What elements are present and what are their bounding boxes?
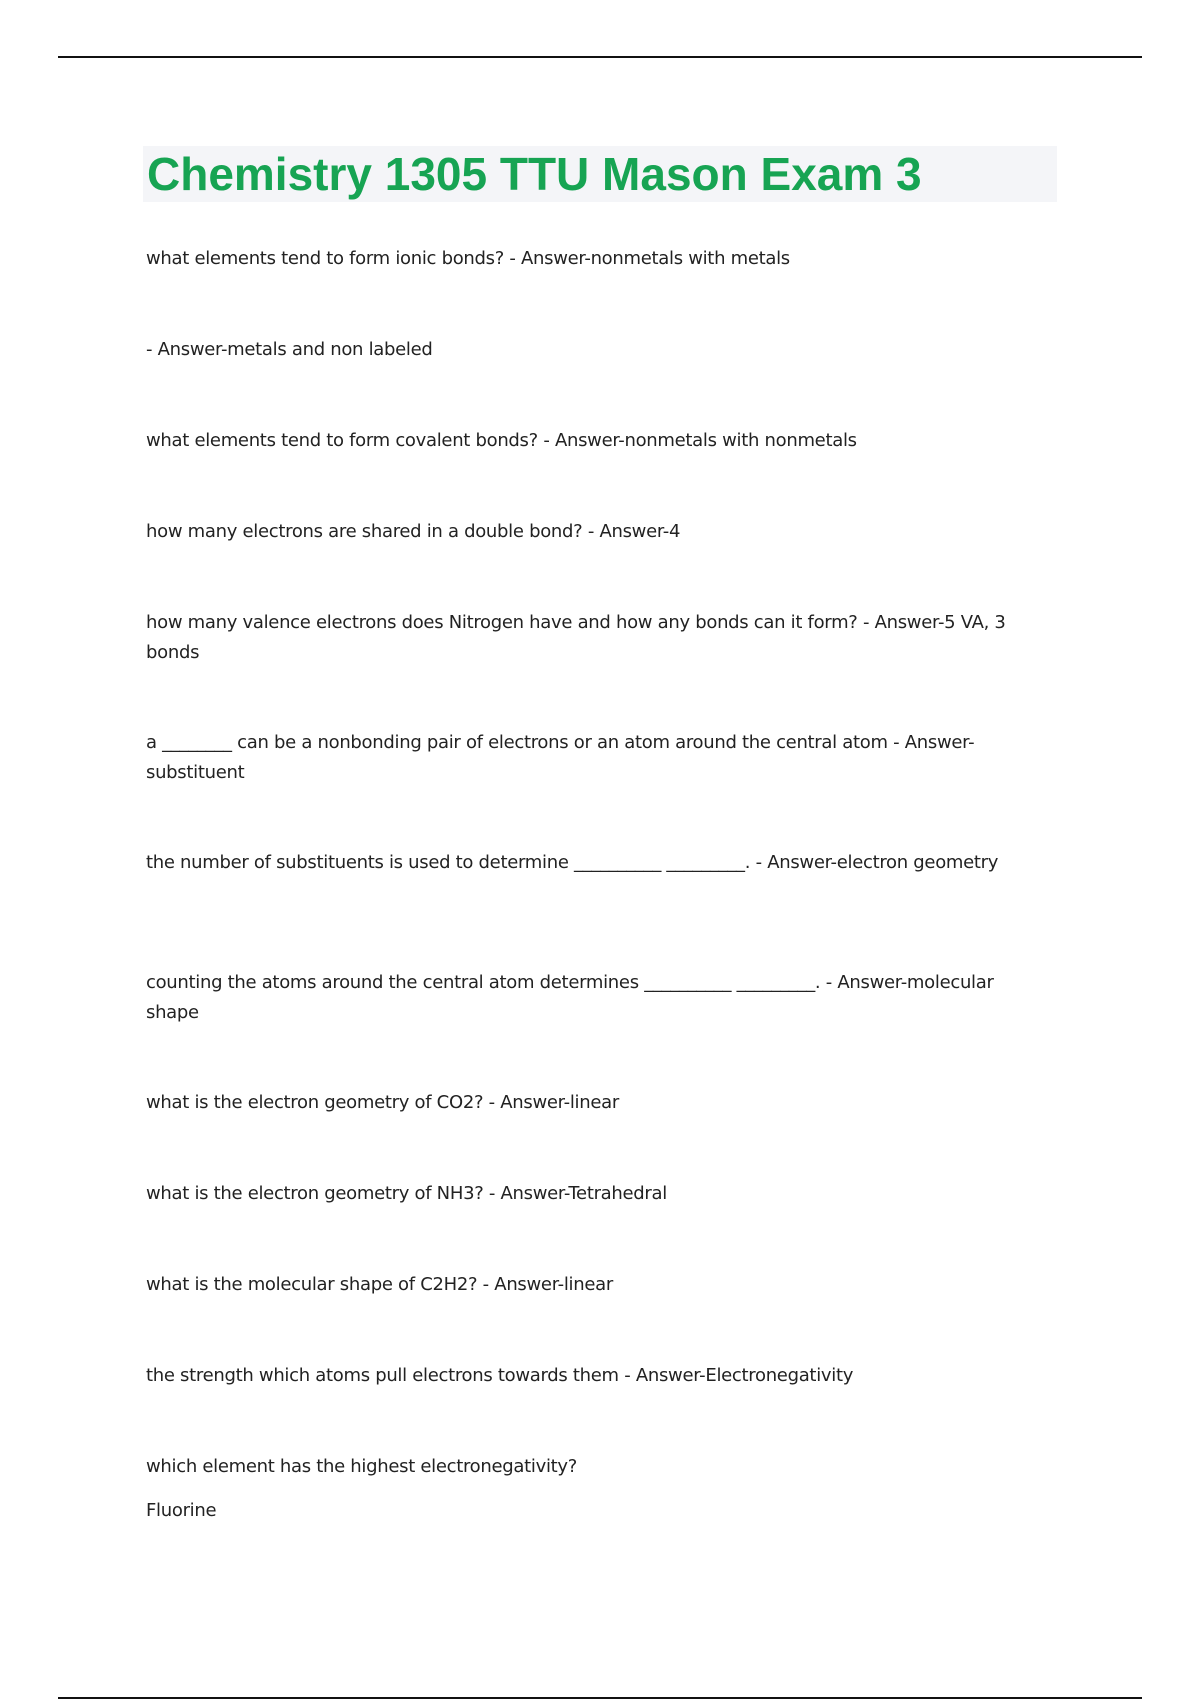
qa-item-7	[146, 848, 1036, 878]
qa-item-6	[146, 728, 1036, 788]
title-banner	[143, 146, 1057, 202]
qa-item-8	[146, 968, 1036, 1028]
question-text: how many valence electrons does Nitrogen have and how any bonds can it form?	[146, 612, 858, 633]
answer-text: - Answer-nonmetals with nonmetals	[537, 430, 857, 451]
answer-text: - Answer-4	[582, 521, 681, 542]
question-text: which element has the highest electronegativity?	[146, 1456, 578, 1477]
answer-text: Fluorine	[146, 1500, 217, 1521]
answer-text: - Answer-metals and non labeled	[146, 339, 433, 360]
question-text: counting the atoms around the central atom determines __________ _________.	[146, 972, 821, 993]
question-text: what is the molecular shape of C2H2?	[146, 1274, 478, 1295]
qa-item-4	[146, 517, 1036, 547]
bottom-rule	[58, 1697, 1142, 1699]
question-text: the strength which atoms pull electrons towards them	[146, 1365, 619, 1386]
qa-item-13-answer	[146, 1496, 1036, 1526]
qa-item-2	[146, 335, 1036, 365]
qa-item-9	[146, 1088, 1036, 1118]
qa-item-1	[146, 244, 1036, 274]
answer-text: - Answer-nonmetals with metals	[503, 248, 790, 269]
answer-text: - Answer-linear	[483, 1092, 619, 1113]
answer-text: - Answer-substituent	[146, 732, 975, 783]
document-title: Chemistry 1305 TTU Mason Exam 3	[147, 148, 922, 200]
answer-text: - Answer-molecular shape	[146, 972, 994, 1023]
question-text: what is the electron geometry of NH3?	[146, 1183, 484, 1204]
question-text: what elements tend to form covalent bonds?	[146, 430, 538, 451]
answer-text: - Answer-Electronegativity	[618, 1365, 854, 1386]
qa-item-3	[146, 426, 1036, 456]
question-text: how many electrons are shared in a double bond?	[146, 521, 583, 542]
question-text: the number of substituents is used to determine __________ _________.	[146, 852, 751, 873]
question-text: what elements tend to form ionic bonds?	[146, 248, 504, 269]
qa-item-12	[146, 1361, 1036, 1391]
qa-item-11	[146, 1270, 1036, 1300]
question-text: what is the electron geometry of CO2?	[146, 1092, 484, 1113]
answer-text: - Answer-electron geometry	[750, 852, 999, 873]
answer-text: - Answer-linear	[477, 1274, 613, 1295]
answer-text: - Answer-Tetrahedral	[483, 1183, 667, 1204]
top-rule	[58, 56, 1142, 58]
answer-text: - Answer-5 VA, 3 bonds	[146, 612, 1006, 663]
qa-item-5	[146, 608, 1036, 668]
qa-item-10	[146, 1179, 1036, 1209]
qa-item-13-question	[146, 1452, 1036, 1482]
question-text: a ________ can be a nonbonding pair of electrons or an atom around the central atom	[146, 732, 888, 753]
